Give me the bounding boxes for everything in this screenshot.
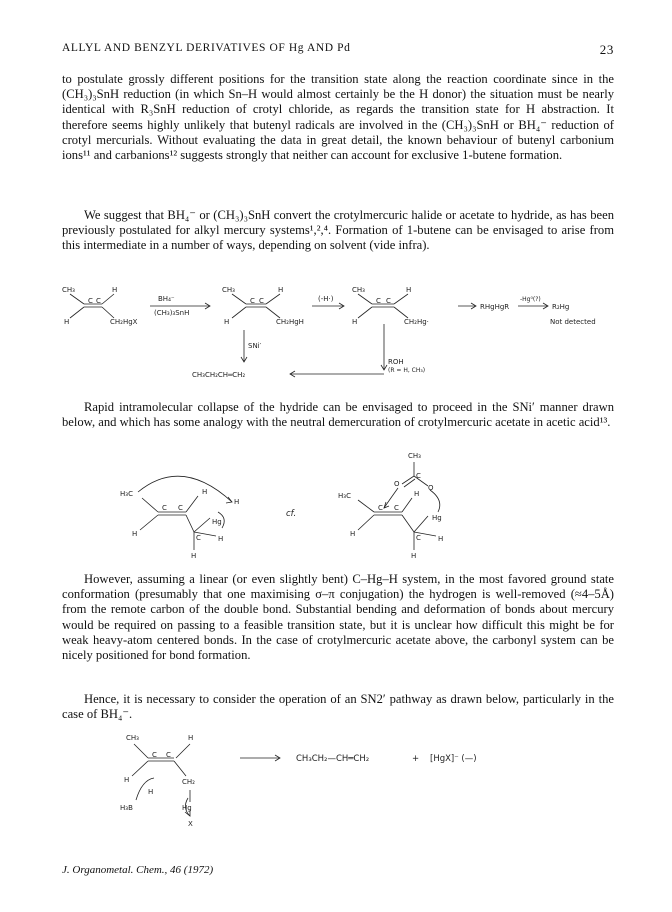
- left-h-down: H: [191, 552, 197, 560]
- left-c1: C: [162, 504, 167, 512]
- right-h-wedge: H: [438, 535, 444, 543]
- reagent-bh4: BH₄⁻: [158, 295, 175, 303]
- right-c3: C: [416, 534, 421, 542]
- reaction-scheme-2: [62, 446, 614, 560]
- page-number: 23: [599, 42, 614, 57]
- right-o-right: O: [428, 484, 434, 492]
- running-head: [62, 42, 614, 60]
- left-h-far: H: [234, 498, 240, 506]
- left-hg: Hg: [212, 518, 222, 526]
- left-c2: C: [178, 504, 183, 512]
- journal-citation: J. Organometal. Chem., 46 (1972): [62, 864, 214, 876]
- right-h-bottom: H: [350, 530, 356, 538]
- paragraph-2: We suggest that BH₄⁻ or (CH₃)₃SnH convert the crotylmercuric halide or acetate to hydride, as has been previously postulated for alkyl mercury systems¹,²,⁴. Formation of 1-butene can be envisaged to arise from this intermediate in a number of ways, depending on solvent (vide infra).: [62, 208, 614, 253]
- paragraph-4: However, assuming a linear (or even slightly bent) C–Hg–H system, in the most favored ground state conformation (presumably that one maximising σ–π conjugation) the hydrogen is well-removed (≈4–5Å) from the remote carbon of the double bond. Substantial bending and deformation of bonds about mercury would be required on passing to a feasible transition state, but it is unclear how difficult this might be for weak heavy-atom centered bonds. In the case of crotylmercuric acetate above, the carbonyl system can be nicely positioned for bond formation.: [62, 572, 614, 663]
- m2-ch3: CH₃: [222, 286, 235, 294]
- s3-product: CH₃CH₂—CH═CH₂: [296, 754, 370, 764]
- s3-c1: C: [152, 751, 157, 759]
- s3-ch3: CH₃: [126, 734, 139, 742]
- scheme-3-drawing: [62, 728, 614, 840]
- right-h-top: H: [414, 490, 420, 498]
- m1-h-bottom: H: [64, 318, 70, 326]
- sni-label: SNi′: [248, 342, 262, 350]
- right-ch3: CH₃: [408, 452, 421, 460]
- s3-plus: +: [412, 754, 420, 764]
- r2hg: R₂Hg: [552, 303, 570, 311]
- m1-ch3: CH₃: [62, 286, 75, 294]
- paragraph-3: Rapid intramolecular collapse of the hydride can be envisaged to proceed in the SNi′ manner drawn below, and which has some analogy with the neutral demercuration of crotylmercuric acetate in acetic acid¹³.: [62, 400, 614, 430]
- left-h3c: H₃C: [120, 490, 133, 498]
- m3-ch2hg-radical: CH₂Hg·: [404, 318, 429, 326]
- s3-hgx-ion: [HgX]⁻ (—): [430, 754, 477, 764]
- paragraph-5: Hence, it is necessary to consider the operation of an SN2′ pathway as drawn below, particularly in the case of BH₄⁻.: [62, 692, 614, 722]
- minus-hg0: -Hg⁰(?): [520, 296, 541, 303]
- m2-h-bottom: H: [224, 318, 230, 326]
- m2-ch2hgh: CH₂HgH: [276, 318, 304, 326]
- r-definition: (R = H, CH₃): [388, 367, 426, 374]
- reaction-scheme-1: [62, 282, 614, 392]
- m1-c-right: C: [96, 297, 101, 305]
- right-h3c: H₃C: [338, 492, 351, 500]
- s3-c2: C: [166, 751, 171, 759]
- left-h-bottom: H: [132, 530, 138, 538]
- scheme-1-drawing: [62, 282, 614, 392]
- right-c2: C: [394, 504, 399, 512]
- s3-h3b: H₃B: [120, 804, 133, 812]
- scheme-2-drawing: [62, 446, 614, 560]
- right-c1: C: [378, 504, 383, 512]
- m2-h-top: H: [278, 286, 284, 294]
- reaction-scheme-3: [62, 728, 614, 840]
- s3-x: X: [188, 820, 193, 828]
- reagent-sn: (CH₃)₃SnH: [154, 309, 190, 317]
- s3-h-top: H: [188, 734, 194, 742]
- roh-label: ROH: [388, 358, 404, 366]
- m1-ch2hgx: CH₂HgX: [110, 318, 138, 326]
- m3-c-left: C: [376, 297, 381, 305]
- m1-c-left: C: [88, 297, 93, 305]
- left-h-wedge: H: [218, 535, 224, 543]
- right-hg: Hg: [432, 514, 442, 522]
- minus-h-radical: (-H·): [318, 295, 334, 303]
- butene-product: CH₃CH₂CH═CH₂: [192, 371, 246, 379]
- left-h-top: H: [202, 488, 208, 496]
- m1-h-top: H: [112, 286, 118, 294]
- right-c-carbonyl: C: [416, 472, 421, 480]
- rhghgr: RHgHgR: [480, 303, 510, 311]
- not-detected: Not detected: [550, 318, 596, 326]
- s3-hg: Hg: [182, 804, 192, 812]
- m3-c-right: C: [386, 297, 391, 305]
- right-h-down: H: [411, 552, 417, 560]
- s3-ch2: CH₂: [182, 778, 195, 786]
- m3-ch3: CH₃: [352, 286, 365, 294]
- running-title: ALLYL AND BENZYL DERIVATIVES OF Hg AND Pd: [62, 42, 351, 54]
- m3-h-top: H: [406, 286, 412, 294]
- s3-h-left: H: [124, 776, 130, 784]
- s3-h-mid: H: [148, 788, 154, 796]
- left-c3: C: [196, 534, 201, 542]
- m3-h-bottom: H: [352, 318, 358, 326]
- paragraph-1: to postulate grossly different positions for the transition state along the reaction coordinate since in the (CH₃)₃SnH reduction (in which Sn–H would almost certainly be the H donor) the situation must be nearly identical with R₃SnH reduction of crotyl chloride, as regards the transition state for H abstraction. It therefore seems highly unlikely that butenyl radicals are involved in the (CH₃)₃SnH or BH₄⁻ reduction of crotyl mercurials. Without evaluating the data in great detail, the known behaviour of butenyl carbonium ions¹¹ and carbanions¹² suggests strongly that neither can account for exclusive 1-butene formation.: [62, 72, 614, 163]
- m2-c-left: C: [250, 297, 255, 305]
- cf-label: cf.: [286, 509, 297, 519]
- right-o-left: O: [394, 480, 400, 488]
- m2-c-right: C: [259, 297, 264, 305]
